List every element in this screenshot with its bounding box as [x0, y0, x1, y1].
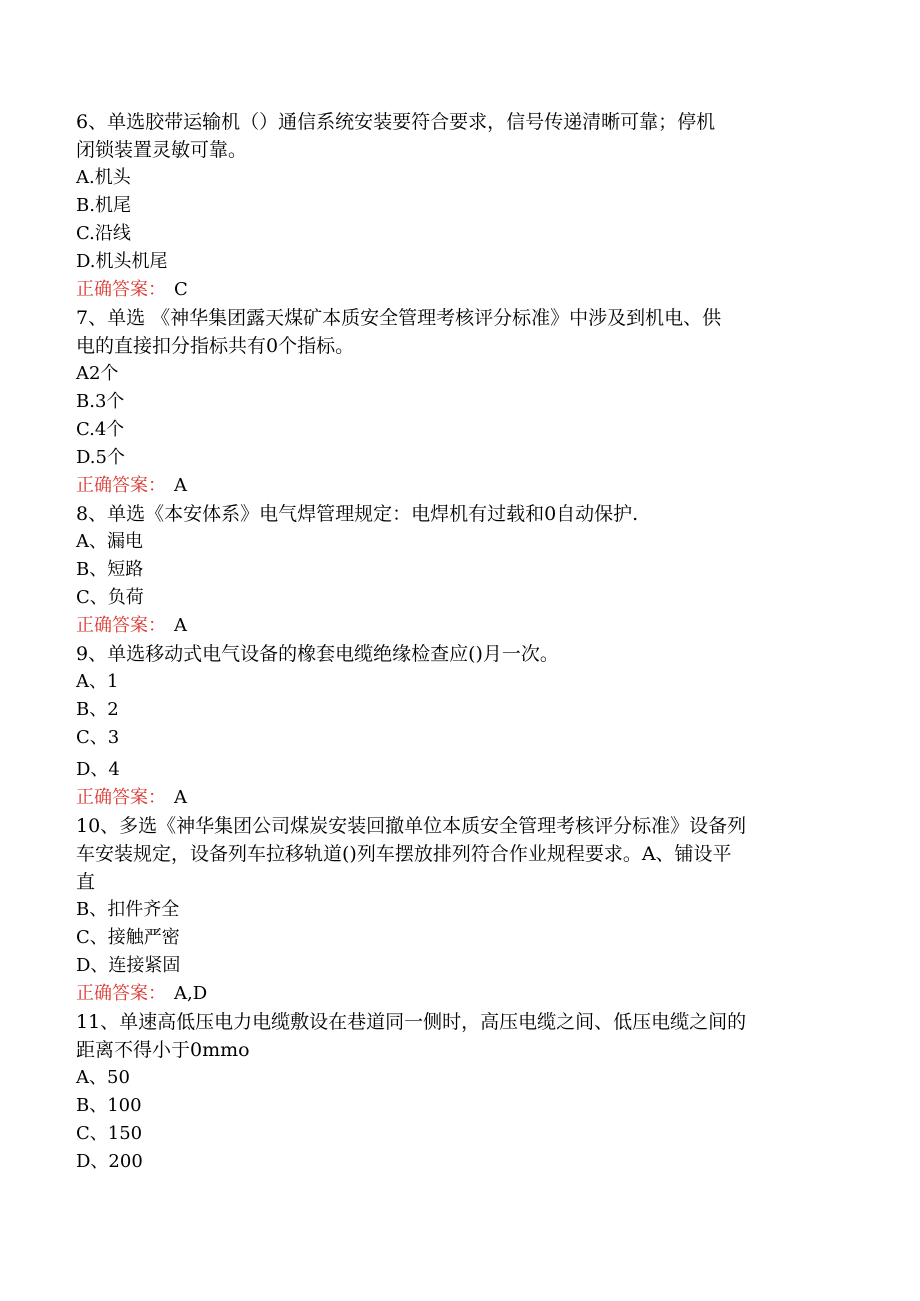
- question-8: [76, 500, 836, 640]
- option-c: C、接触严密: [76, 927, 180, 948]
- option-b: B.机尾: [76, 195, 131, 216]
- question-stem-line: 车安装规定，设备列车拉移轨道()列车摆放排列符合作业规程要求。A、铺设平: [76, 843, 732, 865]
- option-d: D.机头机尾: [76, 251, 168, 272]
- question-stem-line: 10、多选《神华集团公司煤炭安装回撤单位本质安全管理考核评分标准》设备列: [76, 815, 747, 837]
- option-a: A2个: [76, 363, 119, 384]
- question-stem-line: 9、单选移动式电气设备的橡套电缆绝缘检查应()月一次。: [76, 643, 559, 665]
- option-c: C、3: [76, 727, 120, 748]
- option-a: A.机头: [76, 167, 131, 188]
- answer-line: [76, 784, 836, 812]
- option-b: B、2: [76, 699, 119, 720]
- option-c: C.4个: [76, 419, 125, 440]
- answer-label: 正确答案：: [76, 279, 166, 300]
- answer-value: C: [174, 279, 188, 300]
- question-9: [76, 640, 836, 812]
- document-page: [76, 108, 836, 1176]
- answer-line: [76, 276, 836, 304]
- question-stem-line: 直: [76, 871, 96, 893]
- question-stem-line: 距离不得小于0mmo: [76, 1039, 250, 1061]
- option-a: A、1: [76, 671, 119, 692]
- question-7: [76, 304, 836, 500]
- option-d: D、4: [76, 759, 120, 780]
- answer-label: 正确答案：: [76, 787, 166, 808]
- answer-value: A: [174, 615, 187, 636]
- answer-value: A: [174, 787, 187, 808]
- answer-label: 正确答案：: [76, 615, 166, 636]
- option-a: A、50: [76, 1067, 130, 1088]
- question-10: [76, 812, 836, 1008]
- option-b: B、扣件齐全: [76, 899, 180, 920]
- answer-value: A,D: [174, 983, 208, 1004]
- option-d: D、200: [76, 1151, 143, 1172]
- option-b: B.3个: [76, 391, 125, 412]
- option-b: B、短路: [76, 559, 144, 580]
- question-11: [76, 1008, 836, 1176]
- answer-line: [76, 980, 836, 1008]
- question-stem-line: 闭锁装置灵敏可靠。: [76, 139, 248, 161]
- question-stem-line: 电的直接扣分指标共有0个指标。: [76, 335, 355, 357]
- answer-value: A: [174, 475, 187, 496]
- option-d: D、连接紧固: [76, 955, 181, 976]
- question-6: [76, 108, 836, 304]
- answer-line: [76, 472, 836, 500]
- option-c: C、150: [76, 1123, 143, 1144]
- answer-line: [76, 612, 836, 640]
- question-stem-line: 6、单选胶带运输机（）通信系统安装要符合要求，信号传递清晰可靠；停机: [76, 111, 716, 133]
- answer-label: 正确答案：: [76, 983, 166, 1004]
- question-stem-line: 8、单选《本安体系》电气焊管理规定：电焊机有过载和0自动保护.: [76, 503, 639, 525]
- question-stem-line: 7、单选 《神华集团露天煤矿本质安全管理考核评分标准》中涉及到机电、供: [76, 307, 722, 329]
- option-c: C.沿线: [76, 223, 131, 244]
- option-b: B、100: [76, 1095, 142, 1116]
- question-stem-line: 11、单速高低压电力电缆敷设在巷道同一侧时，高压电缆之间、低压电缆之间的: [76, 1011, 747, 1033]
- option-c: C、负荷: [76, 587, 144, 608]
- option-d: D.5个: [76, 447, 125, 468]
- option-a: A、漏电: [76, 531, 143, 552]
- answer-label: 正确答案：: [76, 475, 166, 496]
